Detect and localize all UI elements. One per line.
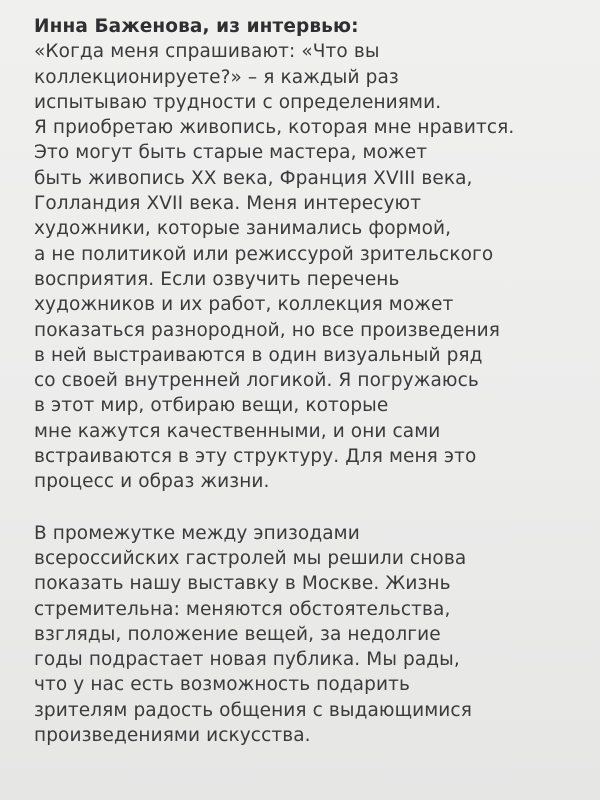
- quote-paragraph: [34, 39, 590, 494]
- paragraph-line: зрителям радость общения с выдающимися: [34, 699, 472, 721]
- quote-line: художников и их работ, коллекция может: [34, 294, 454, 316]
- quote-line: коллекционируете?» – я каждый раз: [34, 66, 399, 88]
- quote-line: Это могут быть старые мастера, может: [34, 142, 428, 164]
- paragraph-line: что у нас есть возможность подарить: [34, 674, 410, 696]
- exhibition-paragraph: [34, 521, 590, 749]
- quote-line: Голландия XVII века. Меня интересуют: [34, 193, 422, 215]
- paragraph-line: стремительна: меняются обстоятельства,: [34, 598, 451, 620]
- quote-line: художники, которые занимались формой,: [34, 218, 452, 240]
- interview-heading: Инна Баженова, из интервью:: [34, 16, 359, 37]
- quote-line: восприятия. Если озвучить перечень: [34, 268, 400, 290]
- quote-line: процесс и образ жизни.: [34, 471, 270, 493]
- paragraph-line: показать нашу выставку в Москве. Жизнь: [34, 573, 451, 595]
- quote-line: показаться разнородной, но все произведения: [34, 319, 500, 341]
- quote-line: со своей внутренней логикой. Я погружаюсь: [34, 370, 479, 392]
- text-block: [34, 14, 590, 748]
- quote-line: в ней выстраиваются в один визуальный ряд: [34, 344, 483, 366]
- quote-line: испытываю трудности с определениями.: [34, 91, 442, 113]
- paragraph-line: взгляды, положение вещей, за недолгие: [34, 623, 441, 645]
- quote-line: в этот мир, отбираю вещи, которые: [34, 395, 389, 417]
- quote-line: «Когда меня спрашивают: «Что вы: [34, 41, 380, 63]
- paragraph-line: В промежутке между эпизодами: [34, 522, 360, 544]
- paragraph-line: всероссийских гастролей мы решили снова: [34, 547, 467, 569]
- paragraph-line: произведениями искусства.: [34, 725, 311, 747]
- paragraph-line: годы подрастает новая публика. Мы рады,: [34, 649, 460, 671]
- paragraph-gap: [34, 495, 590, 521]
- quote-line: а не политикой или режиссурой зрительского: [34, 243, 494, 265]
- quote-line: встраиваются в эту структуру. Для меня это: [34, 446, 477, 468]
- quote-line: быть живопись XX века, Франция XVIII века,: [34, 167, 473, 189]
- quote-line: мне кажутся качественными, и они сами: [34, 420, 441, 442]
- quote-line: Я приобретаю живопись, которая мне нравится.: [34, 117, 515, 139]
